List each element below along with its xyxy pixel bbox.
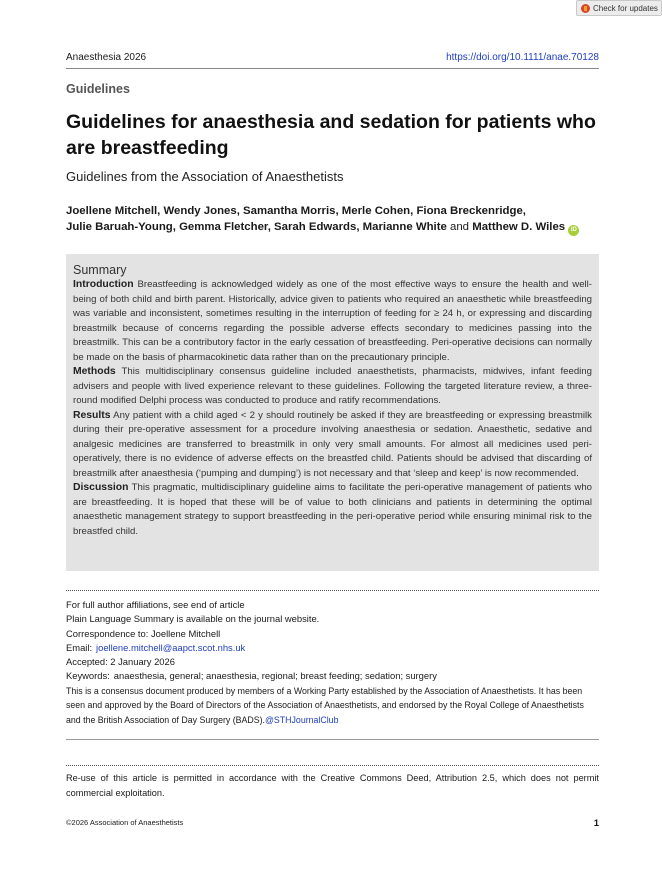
journal-name: Anaesthesia 2026 (66, 52, 147, 63)
summary-label-discussion: Discussion (73, 482, 129, 493)
summary-discussion (73, 481, 592, 539)
consensus-text: This is a consensus document produced by members of a Working Party established by the Association of Anaesthetists. It has been seen and approved by the Board of Directors of the Association of Anaesthetists, and endorsed by the Royal College of Anaesthetists and the British Association of Day Surgery (BADS). (66, 685, 584, 725)
author-and: and (450, 221, 470, 233)
updates-icon (581, 4, 590, 13)
keywords-label: Keywords: (66, 670, 110, 682)
article-metadata (66, 598, 599, 727)
summary-label-results: Results (73, 409, 111, 421)
plain-language-note: Plain Language Summary is available on the journal website. (66, 613, 320, 625)
doi-link[interactable]: https://doi.org/10.1111/anae.70128 (446, 52, 599, 63)
orcid-icon[interactable]: iD (568, 225, 579, 236)
affiliations-note: For full author affiliations, see end of article (66, 599, 245, 610)
summary-results (73, 409, 592, 482)
check-for-updates-label: Check for updates (593, 3, 658, 13)
summary-label-methods: Methods (73, 366, 116, 377)
summary-heading: Summary (73, 263, 127, 277)
summary-text-methods: This multidisciplinary consensus guideline included anaesthetists, pharmacists, midwives, infant feeding advisers and people with lived experience relevant to these guidelines. Following the targeted literature review, a three-round modified Delphi process was conducted to produce and ratify recommendations. (73, 366, 592, 406)
author-list (66, 203, 606, 236)
keywords-line (66, 669, 599, 683)
copyright: ©2026 Association of Anaesthetists (66, 818, 184, 827)
author-line-2-names: Julie Baruah-Young, Gemma Fletcher, Sarah Edwards, Marianne White (66, 221, 447, 233)
running-header (66, 52, 599, 69)
license-divider (66, 765, 599, 766)
twitter-link[interactable]: @STHJournalClub (265, 714, 339, 725)
author-line-2 (66, 219, 606, 236)
email-label: Email: (66, 641, 93, 653)
keywords: anaesthesia, general; anaesthesia, regional; breast feeding; sedation; surgery (113, 670, 437, 682)
summary-text-discussion: This pragmatic, multidisciplinary guideline aims to facilitate the peri-operative management of patients who are breastfeeding. It is hoped that these will be of value to both clinicians and patients in determining the optimal anaesthetic management strategy to support breastfeeding in the peri-operative period while ensuring minimal risk to the breastfed child. (73, 482, 592, 537)
license-statement: Re-use of this article is permitted in accordance with the Creative Commons Deed, Attribution 2.5, which does not permit commercial exploitation. (66, 773, 599, 798)
article-subtitle: Guidelines from the Association of Anaesthetists (66, 169, 344, 184)
page-number: 1 (593, 818, 599, 829)
summary-box (66, 254, 599, 571)
summary-divider (66, 590, 599, 591)
summary-methods (73, 365, 592, 409)
metadata-divider (66, 739, 599, 740)
article-title: Guidelines for anaesthesia and sedation for patients who are breastfeeding (66, 111, 596, 159)
correspondence: Correspondence to: Joellene Mitchell (66, 627, 221, 639)
last-author: Matthew D. Wiles (472, 221, 566, 233)
summary-label-introduction: Introduction (73, 279, 134, 290)
consensus-statement (66, 684, 599, 728)
email-link[interactable]: joellene.mitchell@aapct.scot.nhs.uk (96, 641, 246, 653)
page-footer (66, 818, 599, 829)
summary-text-results: Any patient with a child aged < 2 y should routinely be asked if they are breastfeeding or expressing breastmilk during their pre-operative assessment for a procedure involving anaesthesia or sedation. Anaesthetic, sedative and analgesic medicines are transferred to breastmilk in only very small amounts. For almost all medicines used peri-operatively, there is no evidence of adverse effects on the breastfed child. Patients should be advised that discarding of breastmilk after anaesthesia (‘pumping and dumping’) is not necessary and that ‘sleep and keep’ is now recommended. (73, 409, 592, 479)
section-label: Guidelines (66, 82, 130, 96)
accepted-date: Accepted: 2 January 2026 (66, 656, 175, 668)
summary-introduction (73, 278, 592, 365)
author-line-1: Joellene Mitchell, Wendy Jones, Samantha Morris, Merle Cohen, Fiona Breckenridge, (66, 205, 526, 217)
email-line (66, 641, 599, 655)
summary-text-introduction: Breastfeeding is acknowledged widely as one of the most effective ways to ensure the health and well-being of both child and birth parent. Historically, advice given to patients who required an anaesthetic while breastfeeding was variable and inconsistent, sometimes resulting in the interruption of feeding for ≥ 24 h, or expressing and discarding breastmilk because of concerns regarding the possible adverse effects secondary to medicines passing into the breastmilk. This can be a contributory factor in the early cessation of breastfeeding. Peri-operative decisions can normally be made on the basis of pharmacokinetic data rather than on the precautionary principle. (73, 279, 592, 363)
check-for-updates-button[interactable] (576, 0, 662, 16)
